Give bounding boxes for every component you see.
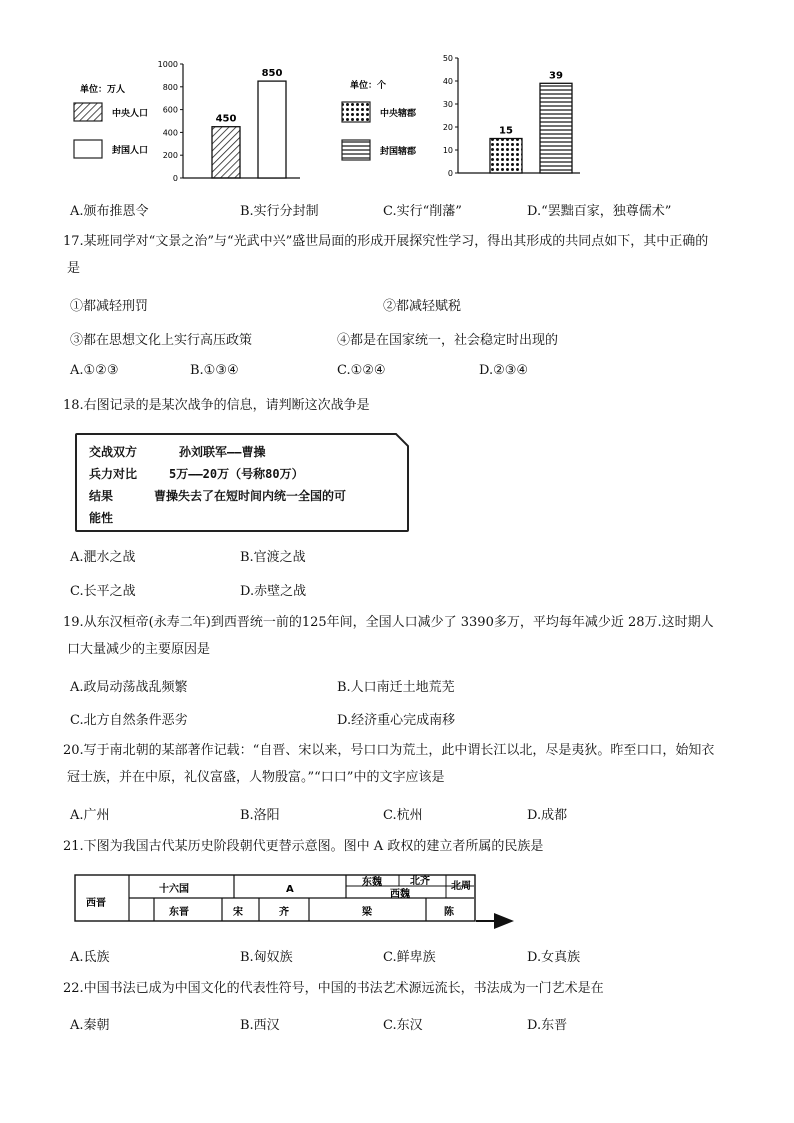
q16-option-a[interactable]: A.颁布推恩令 xyxy=(70,204,149,219)
timeline-qi: 齐 xyxy=(279,907,289,918)
bar-central xyxy=(490,139,522,174)
q17-stem: 17.某班同学对“文景之治”与“光武中兴”盛世局面的形成开展探究性学习，得出其形成的共同点如下，其中正确的 xyxy=(63,234,709,249)
q22-option-c[interactable]: C.东汉 xyxy=(383,1018,423,1033)
y-tick-label: 200 xyxy=(162,151,178,161)
q19-stem-cont: 口大量减少的主要原因是 xyxy=(67,642,211,657)
q20-option-c[interactable]: C.杭州 xyxy=(383,808,423,823)
card-value-sides: 孙刘联军——曹操 xyxy=(179,445,266,459)
timeline-northern-zhou: 北周 xyxy=(451,881,471,892)
bar-fief xyxy=(258,81,286,178)
bar-data-label: 450 xyxy=(215,113,237,125)
q17-option-c[interactable]: C.①②④ xyxy=(337,363,386,378)
timeline-regime-a: A xyxy=(286,884,294,895)
q18-option-c[interactable]: C.长平之战 xyxy=(70,584,136,599)
q21-option-b[interactable]: B.匈奴族 xyxy=(240,950,293,965)
y-tick-label: 30 xyxy=(442,100,453,109)
bar-data-label: 15 xyxy=(499,125,513,137)
card-value-forces: 5万——20万（号称80万） xyxy=(169,467,304,481)
q19-option-b[interactable]: B.人口南迁土地荒芜 xyxy=(337,680,455,695)
q18-option-a[interactable]: A.淝水之战 xyxy=(70,550,136,565)
q22-option-b[interactable]: B.西汉 xyxy=(240,1018,280,1033)
card-value-result-cont: 能性 xyxy=(89,511,114,525)
q16-option-b[interactable]: B.实行分封制 xyxy=(240,204,319,219)
q19-option-d[interactable]: D.经济重心完成南移 xyxy=(337,713,456,728)
battle-info-card xyxy=(75,433,409,532)
y-tick-label: 0 xyxy=(172,174,178,183)
bar-data-label: 39 xyxy=(549,70,563,82)
timeline-chen: 陈 xyxy=(444,907,454,918)
q21-option-a[interactable]: A.氐族 xyxy=(70,950,110,965)
q20-option-a[interactable]: A.广州 xyxy=(70,808,110,823)
y-tick-label: 0 xyxy=(447,169,453,178)
commandery-chart xyxy=(340,52,580,187)
q20-stem-cont: 冠士族，并在中原，礼仪富盛，人物殷富。”“口口”中的文字应该是 xyxy=(67,770,445,785)
q16-option-d[interactable]: D.“罢黜百家，独尊儒术” xyxy=(527,204,672,219)
legend-fief-swatch xyxy=(74,140,102,158)
q19-option-a[interactable]: A.政局动荡战乱频繁 xyxy=(70,680,188,695)
chart1-bars xyxy=(212,68,286,178)
card-label-result: 结果 xyxy=(89,489,114,503)
y-tick-label: 800 xyxy=(162,82,178,92)
bar-data-label: 850 xyxy=(261,68,283,80)
q21-stem: 21.下图为我国古代某历史阶段朝代更替示意图。图中 A 政权的建立者所属的民族是 xyxy=(63,839,544,854)
q21-option-d[interactable]: D.女真族 xyxy=(527,950,581,965)
legend-central-commandery-swatch xyxy=(342,102,370,122)
timeline-eastern-jin: 东晋 xyxy=(169,907,189,918)
timeline-northern-qi: 北齐 xyxy=(410,876,430,887)
timeline-western-wei: 西魏 xyxy=(390,889,410,900)
q18-option-d[interactable]: D.赤壁之战 xyxy=(240,584,307,599)
y-tick-label: 400 xyxy=(162,128,178,138)
timeline-eastern-wei: 东魏 xyxy=(362,877,382,888)
y-tick-label: 20 xyxy=(442,123,453,132)
q18-option-b[interactable]: B.官渡之战 xyxy=(240,550,306,565)
q21-option-c[interactable]: C.鲜卑族 xyxy=(383,950,436,965)
q17-item-3: ③都在思想文化上实行高压政策 xyxy=(70,333,253,348)
q17-option-d[interactable]: D.②③④ xyxy=(479,363,529,378)
dynasty-timeline xyxy=(74,870,514,932)
timeline-western-jin: 西晋 xyxy=(86,898,106,909)
legend-fief-commandery-swatch xyxy=(342,140,370,160)
chart2-bars xyxy=(490,70,572,173)
q17-option-b[interactable]: B.①③④ xyxy=(190,363,239,378)
timeline-liang: 梁 xyxy=(362,907,372,918)
legend-central-label: 中央人口 xyxy=(112,109,149,119)
q22-option-d[interactable]: D.东晋 xyxy=(527,1018,568,1033)
q20-stem: 20.写于南北朝的某部著作记载：“自晋、宋以来，号口口为荒土，此中谓长江以北，尽是夷狄。昨至口口，始知衣 xyxy=(63,743,715,758)
bar-central xyxy=(212,127,240,178)
q20-option-b[interactable]: B.洛阳 xyxy=(240,808,280,823)
q19-option-c[interactable]: C.北方自然条件恶劣 xyxy=(70,713,188,728)
q17-option-a[interactable]: A.①②③ xyxy=(70,363,119,378)
q18-stem: 18.右图记录的是某次战争的信息，请判断这次战争是 xyxy=(63,398,370,413)
card-label-forces: 兵力对比 xyxy=(89,467,138,481)
card-value-result: 曹操失去了在短时间内统一全国的可 xyxy=(154,489,347,503)
y-tick-label: 40 xyxy=(442,77,453,86)
q22-option-a[interactable]: A.秦朝 xyxy=(70,1018,110,1033)
q16-option-c[interactable]: C.实行“削藩” xyxy=(383,204,462,219)
folded-corner-icon xyxy=(395,433,409,447)
card-label-sides: 交战双方 xyxy=(89,445,138,459)
timeline-song: 宋 xyxy=(233,907,243,918)
q20-option-d[interactable]: D.成都 xyxy=(527,808,568,823)
legend-fief-commandery-label: 封国辖郡 xyxy=(380,147,417,157)
y-tick-label: 600 xyxy=(162,105,178,115)
chart1-unit-label: 单位：万人 xyxy=(80,85,126,95)
timeline-sixteen-kingdoms: 十六国 xyxy=(159,884,189,895)
y-tick-label: 1000 xyxy=(157,60,178,69)
q17-item-2: ②都减轻赋税 xyxy=(383,299,462,314)
population-chart xyxy=(60,55,300,190)
q17-item-4: ④都是在国家统一，社会稳定时出现的 xyxy=(337,333,559,348)
chart2-unit-label: 单位：个 xyxy=(350,81,387,91)
y-tick-label: 50 xyxy=(442,54,453,63)
legend-fief-label: 封国人口 xyxy=(112,146,149,156)
legend-central-swatch xyxy=(74,103,102,121)
bar-fief xyxy=(540,83,572,173)
q17-stem-cont: 是 xyxy=(67,261,81,276)
y-tick-label: 10 xyxy=(442,146,453,155)
q17-item-1: ①都减轻刑罚 xyxy=(70,299,149,314)
q19-stem: 19.从东汉桓帝(永寿二年)到西晋统一前的125年间，全国人口减少了 3390多万，平均每年减少近 28万.这时期人 xyxy=(63,615,714,630)
legend-central-commandery-label: 中央辖郡 xyxy=(380,109,417,119)
q22-stem: 22.中国书法已成为中国文化的代表性符号，中国的书法艺术源远流长，书法成为一门艺术是在 xyxy=(63,981,604,996)
